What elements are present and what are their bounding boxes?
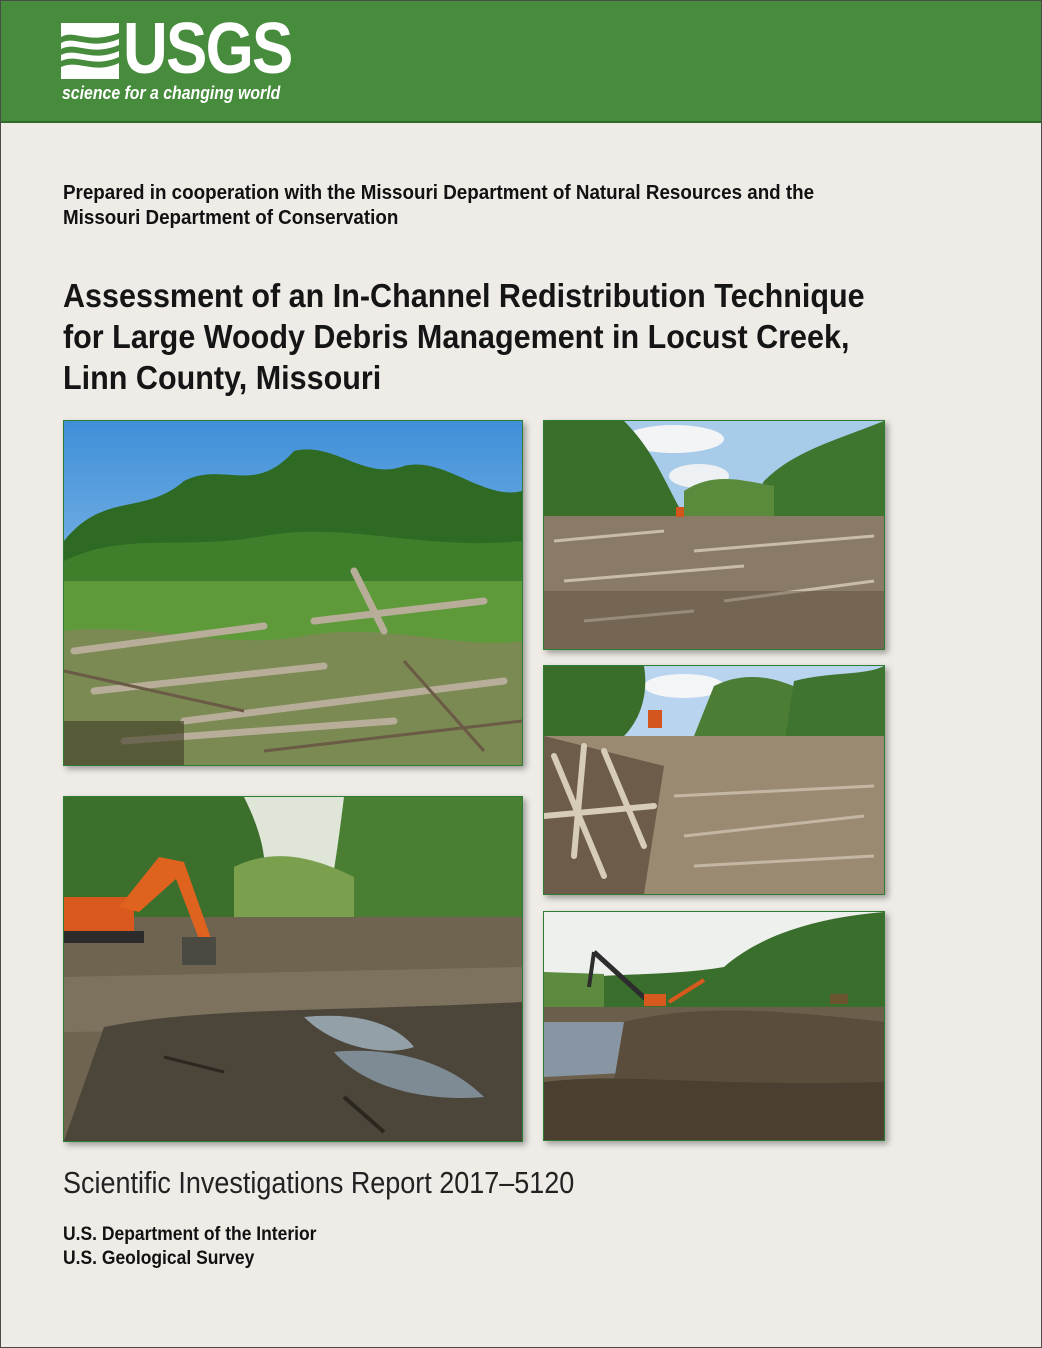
cooperation-line-2: Missouri Department of Conservation: [63, 207, 399, 229]
photo-long-reach-excavators: [543, 911, 885, 1141]
agency-block: [63, 1223, 316, 1271]
cooperation-statement: [63, 181, 890, 231]
cooperation-line-1: Prepared in cooperation with the Missouri Department of Natural Resources and the: [63, 182, 815, 204]
title-line-3: Linn County, Missouri: [63, 359, 382, 396]
agency-department: U.S. Department of the Interior: [63, 1224, 317, 1245]
title-line-1: Assessment of an In-Channel Redistribution Technique: [63, 277, 865, 314]
usgs-banner: [1, 1, 1042, 123]
report-title: [63, 275, 896, 398]
report-series-number: Scientific Investigations Report 2017–5120: [63, 1165, 575, 1200]
usgs-wordmark: USGS: [123, 9, 292, 89]
photo-debris-vegetation: [63, 420, 523, 766]
agency-survey: U.S. Geological Survey: [63, 1248, 255, 1269]
photo-excavator-muddy-channel: [63, 796, 523, 1142]
title-line-2: for Large Woody Debris Management in Locust Creek,: [63, 318, 850, 355]
usgs-wave-logo-icon: [61, 23, 119, 79]
usgs-tagline: science for a changing world: [62, 83, 281, 103]
photo-cleared-channel: [543, 420, 885, 650]
photo-piled-debris: [543, 665, 885, 895]
